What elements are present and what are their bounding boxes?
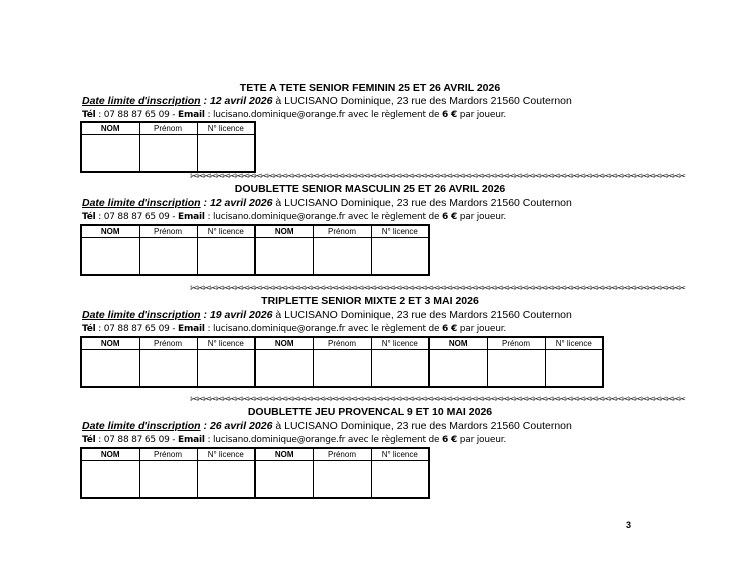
col-header-prenom: Prénom [313, 337, 371, 350]
section-title: DOUBLETTE SENIOR MASCULIN 25 ET 26 AVRIL 2026 [234, 183, 506, 195]
email-label: Email [178, 435, 205, 445]
col-header-licence: N° licence [545, 337, 603, 350]
email-text: : lucisano.dominique@orange.fr avec le règlement de [207, 435, 440, 445]
page-number: 3 [626, 520, 632, 530]
entry-cell-licence[interactable] [545, 350, 603, 388]
entry-cell-nom[interactable] [255, 238, 313, 276]
entry-cell-licence[interactable] [371, 461, 429, 499]
deadline-label: Date limite d'inscription [82, 309, 201, 321]
tel-number: : 07 88 87 65 09 - [98, 324, 176, 334]
col-header-nom: NOM [81, 448, 139, 461]
entry-cell-licence[interactable] [197, 135, 255, 173]
entry-cell-licence[interactable] [371, 238, 429, 276]
deadline-line [82, 95, 572, 108]
col-header-nom: NOM [255, 225, 313, 238]
registration-table [80, 121, 256, 173]
entry-cell-prenom[interactable] [139, 135, 197, 173]
col-header-licence: N° licence [197, 337, 255, 350]
deadline-date: : 19 avril 2026 [203, 309, 273, 321]
entry-cell-prenom[interactable] [487, 350, 545, 388]
email-text: : lucisano.dominique@orange.fr avec le règlement de [207, 110, 440, 120]
section-title: TETE A TETE SENIOR FEMININ 25 ET 26 AVRIL 2026 [239, 82, 501, 94]
email-label: Email [178, 110, 205, 120]
deadline-address: à LUCISANO Dominique, 23 rue des Mardors 21560 Couternon [275, 197, 572, 209]
tel-label: Tél [82, 110, 96, 120]
entry-cell-nom[interactable] [429, 350, 487, 388]
entry-cell-nom[interactable] [81, 238, 139, 276]
deadline-address: à LUCISANO Dominique, 23 rue des Mardors 21560 Couternon [275, 420, 572, 432]
tel-number: : 07 88 87 65 09 - [98, 435, 176, 445]
deadline-label: Date limite d'inscription [82, 197, 201, 209]
deadline-line [82, 197, 572, 210]
entry-cell-licence[interactable] [197, 238, 255, 276]
entry-cell-prenom[interactable] [313, 350, 371, 388]
contact-line [82, 211, 506, 223]
entry-cell-prenom[interactable] [139, 461, 197, 499]
section-title: TRIPLETTE SENIOR MIXTE 2 ET 3 MAI 2026 [261, 295, 479, 307]
col-header-licence: N° licence [371, 448, 429, 461]
registration-table [80, 336, 604, 388]
entry-cell-prenom[interactable] [313, 461, 371, 499]
fee-suffix: par joueur. [459, 435, 507, 445]
fee-amount: 6 € [442, 435, 458, 445]
fee-amount: 6 € [442, 110, 458, 120]
scissors-separator: ✂✂✂✂✂✂✂✂✂✂✂✂✂✂✂✂✂✂✂✂✂✂✂✂✂✂✂✂✂✂✂✂✂✂✂✂✂✂✂✂✂✂✂✂✂✂✂✂✂✂✂✂✂✂✂✂✂✂✂✂✂✂✂✂✂✂✂✂✂✂✂✂✂✂✂✂✂✂ [190, 395, 685, 405]
tel-label: Tél [82, 212, 96, 222]
col-header-prenom: Prénom [139, 225, 197, 238]
col-header-licence: N° licence [371, 337, 429, 350]
col-header-nom: NOM [81, 225, 139, 238]
entry-cell-nom[interactable] [81, 350, 139, 388]
fee-suffix: par joueur. [459, 324, 507, 334]
deadline-date: : 12 avril 2026 [203, 95, 273, 107]
deadline-address: à LUCISANO Dominique, 23 rue des Mardors 21560 Couternon [275, 309, 572, 321]
col-header-prenom: Prénom [139, 337, 197, 350]
col-header-prenom: Prénom [487, 337, 545, 350]
entry-cell-nom[interactable] [255, 350, 313, 388]
entry-cell-nom[interactable] [81, 135, 139, 173]
deadline-line [82, 420, 572, 433]
email-label: Email [178, 212, 205, 222]
tel-number: : 07 88 87 65 09 - [98, 212, 176, 222]
col-header-nom: NOM [81, 337, 139, 350]
deadline-address: à LUCISANO Dominique, 23 rue des Mardors 21560 Couternon [275, 95, 572, 107]
email-text: : lucisano.dominique@orange.fr avec le règlement de [207, 324, 440, 334]
col-header-nom: NOM [255, 448, 313, 461]
deadline-date: : 12 avril 2026 [203, 197, 273, 209]
col-header-licence: N° licence [197, 225, 255, 238]
entry-cell-prenom[interactable] [139, 350, 197, 388]
contact-line [82, 434, 506, 446]
entry-cell-licence[interactable] [197, 461, 255, 499]
col-header-nom: NOM [429, 337, 487, 350]
contact-line [82, 323, 506, 335]
col-header-prenom: Prénom [313, 448, 371, 461]
entry-cell-nom[interactable] [255, 461, 313, 499]
fee-suffix: par joueur. [459, 110, 507, 120]
col-header-nom: NOM [255, 337, 313, 350]
tel-label: Tél [82, 435, 96, 445]
scissors-separator: ✂✂✂✂✂✂✂✂✂✂✂✂✂✂✂✂✂✂✂✂✂✂✂✂✂✂✂✂✂✂✂✂✂✂✂✂✂✂✂✂✂✂✂✂✂✂✂✂✂✂✂✂✂✂✂✂✂✂✂✂✂✂✂✂✂✂✂✂✂✂✂✂✂✂✂✂✂✂ [190, 172, 685, 182]
fee-amount: 6 € [442, 212, 458, 222]
tel-number: : 07 88 87 65 09 - [98, 110, 176, 120]
tel-label: Tél [82, 324, 96, 334]
deadline-line [82, 309, 572, 322]
entry-cell-prenom[interactable] [313, 238, 371, 276]
col-header-prenom: Prénom [313, 225, 371, 238]
email-text: : lucisano.dominique@orange.fr avec le règlement de [207, 212, 440, 222]
section-title: DOUBLETTE JEU PROVENCAL 9 ET 10 MAI 2026 [247, 406, 493, 418]
registration-table [80, 224, 430, 276]
contact-line [82, 109, 506, 121]
fee-amount: 6 € [442, 324, 458, 334]
col-header-licence: N° licence [197, 122, 255, 135]
entry-cell-nom[interactable] [81, 461, 139, 499]
deadline-label: Date limite d'inscription [82, 95, 201, 107]
col-header-prenom: Prénom [139, 122, 197, 135]
registration-table [80, 447, 430, 499]
col-header-nom: NOM [81, 122, 139, 135]
col-header-licence: N° licence [371, 225, 429, 238]
entry-cell-licence[interactable] [371, 350, 429, 388]
email-label: Email [178, 324, 205, 334]
scissors-separator: ✂✂✂✂✂✂✂✂✂✂✂✂✂✂✂✂✂✂✂✂✂✂✂✂✂✂✂✂✂✂✂✂✂✂✂✂✂✂✂✂✂✂✂✂✂✂✂✂✂✂✂✂✂✂✂✂✂✂✂✂✂✂✂✂✂✂✂✂✂✂✂✂✂✂✂✂✂✂ [190, 284, 685, 294]
fee-suffix: par joueur. [459, 212, 507, 222]
entry-cell-licence[interactable] [197, 350, 255, 388]
entry-cell-prenom[interactable] [139, 238, 197, 276]
col-header-licence: N° licence [197, 448, 255, 461]
deadline-label: Date limite d'inscription [82, 420, 201, 432]
col-header-prenom: Prénom [139, 448, 197, 461]
deadline-date: : 26 avril 2026 [203, 420, 273, 432]
